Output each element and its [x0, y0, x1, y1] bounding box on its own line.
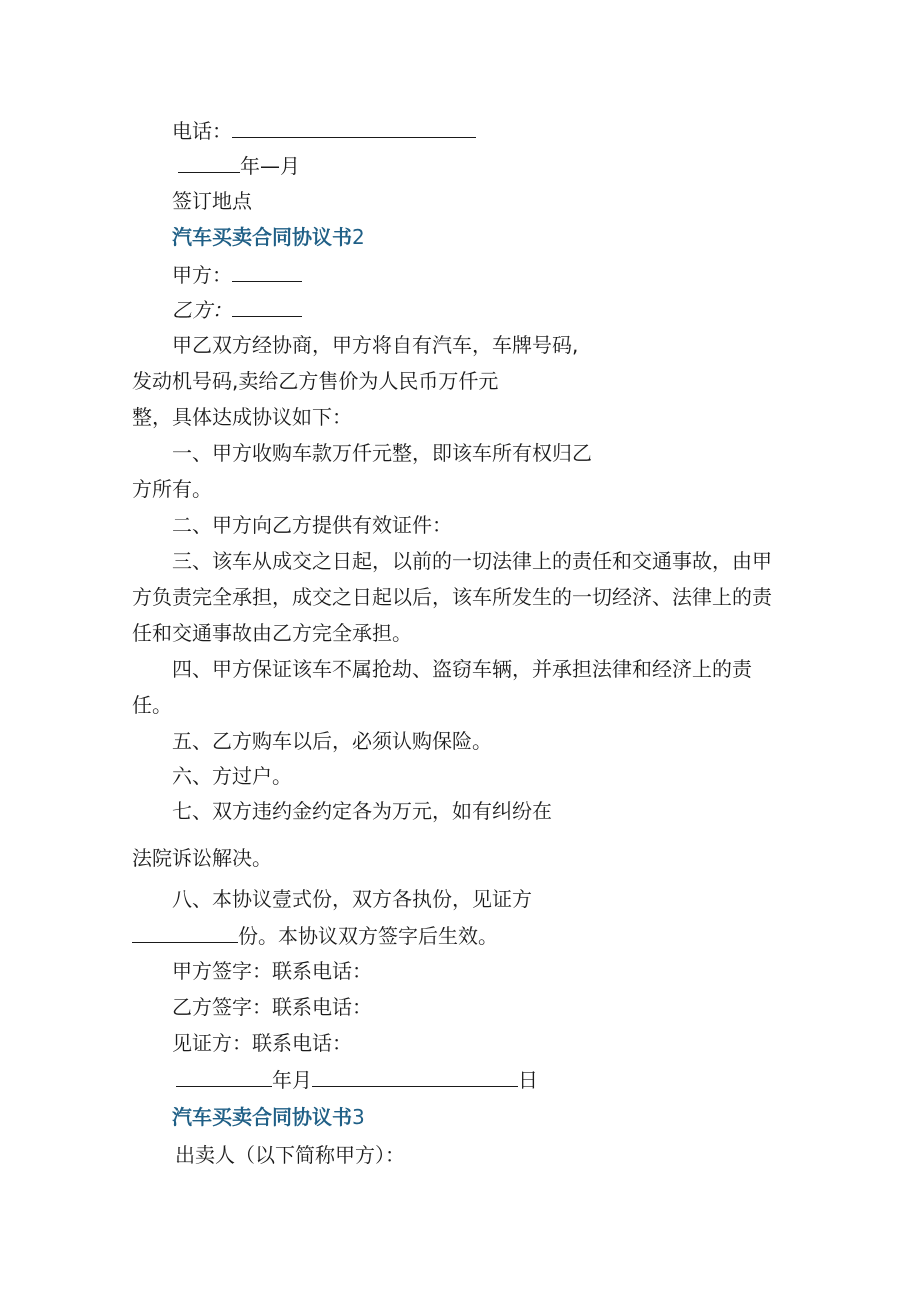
clause-5: 五、乙方购车以后，必须认购保险。: [172, 729, 492, 753]
clause-4: 任。: [132, 693, 172, 717]
clause-6: 六、方过户。: [172, 764, 292, 788]
section-title-2: 汽车买卖合同协议书2: [172, 225, 365, 249]
phone-line: [172, 117, 476, 144]
date-line: 年月 日: [176, 1066, 538, 1093]
clause-8: 八、本协议壹式份，双方各执份，见证方: [172, 887, 532, 911]
year-blank: [178, 152, 240, 173]
clause-1: 一、甲方收购车款万仟元整，即该车所有权归乙: [172, 441, 592, 465]
clause-3: 方负责完全承担，成交之日起以后，该车所发生的一切经济、法律上的责: [132, 585, 772, 609]
clause-8: 份。本协议双方签字后生效。: [132, 922, 498, 949]
clause-1: 方所有。: [132, 477, 212, 501]
party-a-line: 甲方：: [172, 261, 302, 288]
signature-witness: 见证方：联系电话：: [172, 1031, 352, 1055]
party-b-line: 乙方：: [172, 296, 302, 323]
signature-party-b: 乙方签字：联系电话：: [172, 995, 372, 1019]
party-a-blank: [232, 261, 302, 282]
phone-label: 电话：: [172, 119, 232, 143]
signature-party-a: 甲方签字：联系电话：: [172, 959, 372, 983]
party-b-blank: [232, 296, 302, 317]
phone-blank: [232, 117, 476, 138]
sign-place-label: 签订地点: [172, 189, 252, 213]
clause-2: 二、甲方向乙方提供有效证件：: [172, 513, 452, 537]
clause-7: 七、双方违约金约定各为万元，如有纠纷在: [172, 799, 552, 823]
clause-3: 三、该车从成交之日起，以前的一切法律上的责任和交通事故，由甲: [172, 549, 772, 573]
year-blank: [176, 1066, 272, 1087]
section-title-3: 汽车买卖合同协议书3: [172, 1105, 365, 1129]
intro-paragraph: 整，具体达成协议如下：: [132, 405, 352, 429]
clause-3: 任和交通事故由乙方完全承担。: [132, 621, 412, 645]
clause-7: 法院诉讼解决。: [132, 846, 272, 870]
seller-line: 出卖人（以下简称甲方）：: [175, 1143, 405, 1167]
clause-4: 四、甲方保证该车不属抢劫、盗窃车辆，并承担法律和经济上的责: [172, 657, 752, 681]
day-blank: [312, 1066, 518, 1087]
intro-paragraph: 发动机号码,卖给乙方售价为人民币万仟元: [132, 369, 499, 393]
year-month-line: 年—月: [178, 152, 300, 179]
intro-paragraph: 甲乙双方经协商，甲方将自有汽车，车牌号码,: [172, 333, 579, 357]
witness-count-blank: [132, 922, 238, 943]
